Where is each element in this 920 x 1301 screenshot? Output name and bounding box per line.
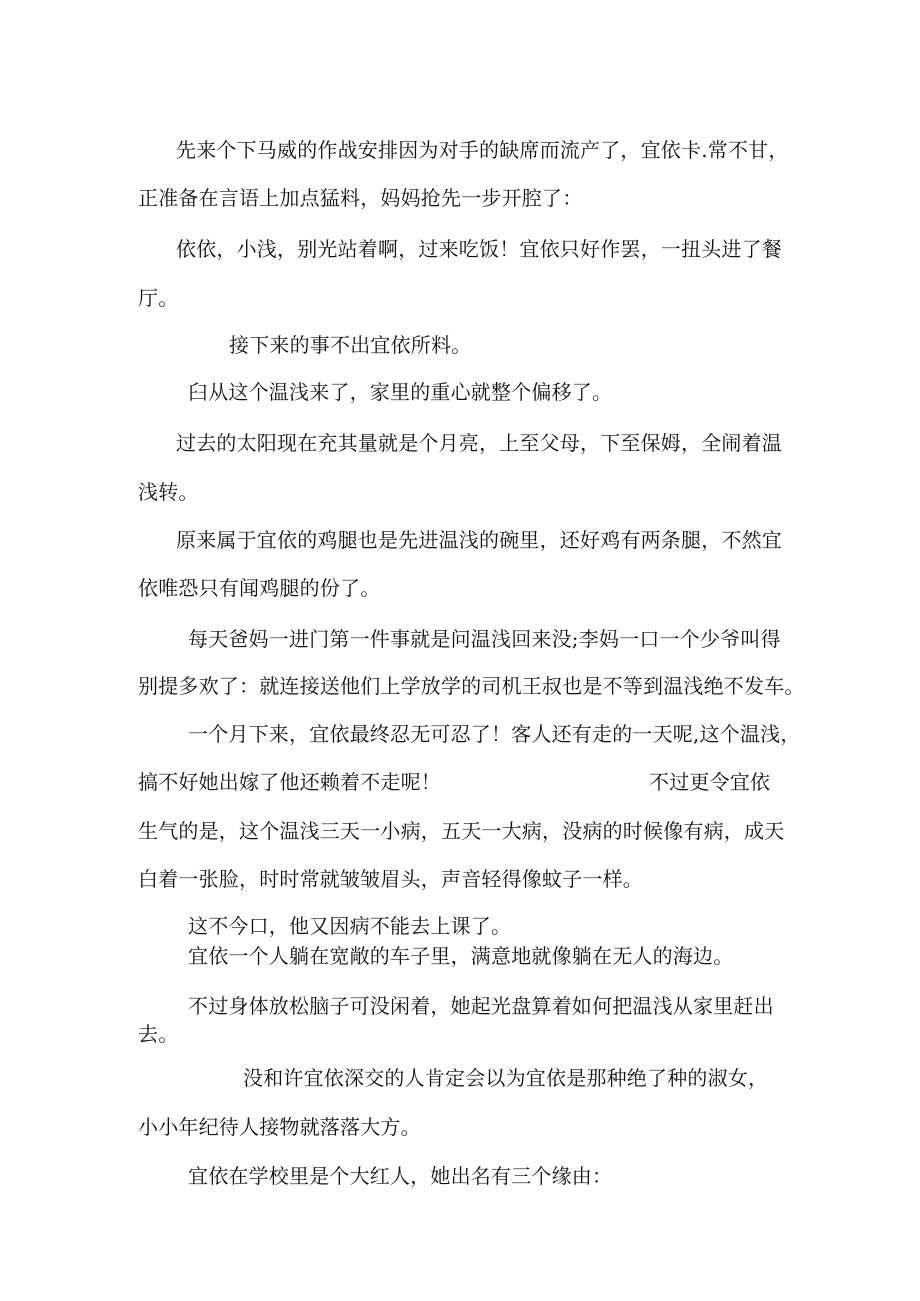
text-line: 每天爸妈一进门第一件事就是问温浅回来没;李妈一口一个少爷叫得: [188, 627, 781, 651]
text-line: 接下来的事不出宜依所料。: [229, 333, 472, 357]
text-line: 过去的太阳现在充其量就是个月亮，上至父母，下至保姆，全闹着温: [176, 431, 782, 455]
text-line: 原来属于宜依的鸡腿也是先进温浅的碗里，还好鸡有两条腿，不然宜: [176, 528, 782, 552]
text-line: 别提多欢了：就连接送他们上学放学的司机王叔也是不等到温浅绝不发车。: [138, 674, 805, 698]
text-line: 搞不好她出嫁了他还赖着不走呢！: [138, 770, 441, 794]
text-line: 宜依一个人躺在宽敞的车子里，满意地就像躺在无人的海边。: [188, 944, 734, 968]
text-line: 不过更令宜依: [649, 770, 771, 794]
text-line: 这不今口，他又因病不能去上课了。: [188, 914, 512, 938]
text-line: 白着一张脸，时时常就皱皱眉头，声音轻得像蚊子一样。: [138, 867, 643, 891]
text-line: 没和许宜依深交的人肯定会以为宜依是那种绝了种的淑女，: [243, 1066, 769, 1090]
text-line: 宜依在学校里是个大红人，她出名有三个缘由：: [188, 1164, 613, 1188]
text-line: 去。: [138, 1022, 179, 1046]
text-line: 一个月下来，宜依最终忍无可忍了！客人还有走的一天呢,这个温浅，: [188, 722, 801, 746]
text-line: 生气的是，这个温浅三天一小病，五天一大病，没病的时候像有病，成天: [138, 819, 785, 843]
text-line: 小小年纪待人接物就落落大方。: [138, 1115, 421, 1139]
text-line: 先来个下马威的作战安排因为对手的缺席而流产了，宜依卡.常不甘，: [176, 138, 789, 162]
text-line: 依唯恐只有闻鸡腿的份了。: [138, 576, 381, 600]
text-line: 依依，小浅，别光站着啊，过来吃饭！宜依只好作罢，一扭头进了餐: [176, 237, 782, 261]
text-line: 臼从这个温浅来了，家里的重心就整个偏移了。: [188, 380, 613, 404]
text-line: 不过身体放松脑子可没闲着，她起光盘算着如何把温浅从家里赶出: [188, 994, 774, 1018]
text-line: 厅。: [138, 286, 179, 310]
text-line: 正准备在言语上加点猛料，妈妈抢先一步开腔了：: [138, 186, 583, 210]
text-line: 浅转。: [138, 480, 199, 504]
